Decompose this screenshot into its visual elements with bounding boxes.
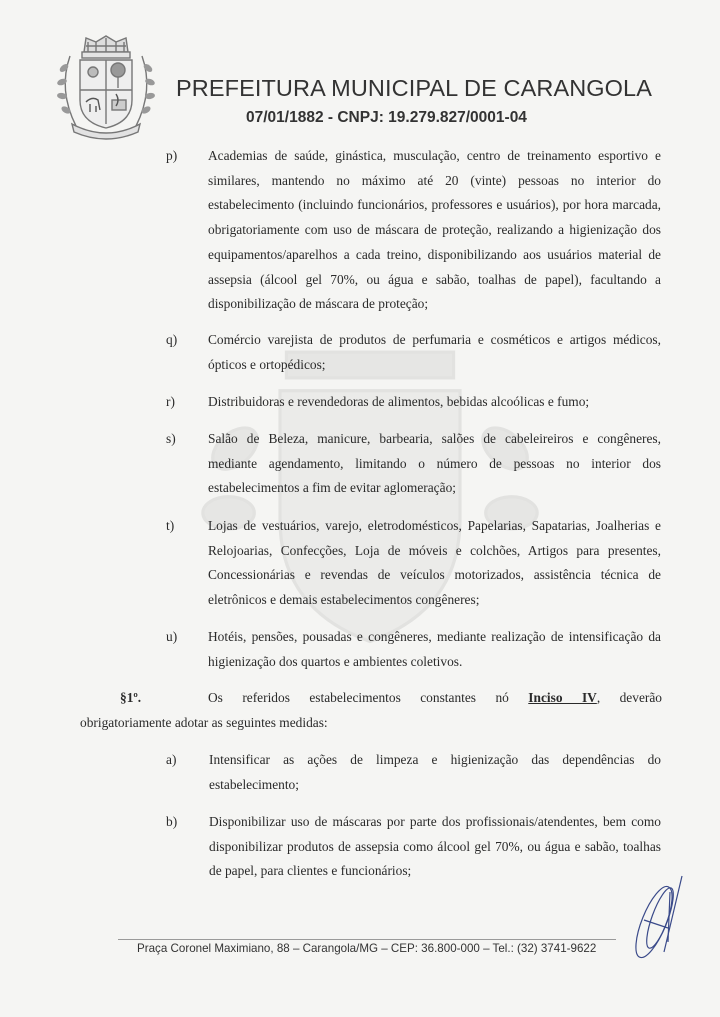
item-text: Hotéis, pensões, pousadas e congêneres, mediante realização de intensificação da higienização dos quartos e ambientes coletivos. (208, 629, 661, 669)
item-text: Disponibilizar uso de máscaras por parte dos profissionais/atendentes, bem como disponibilizar produtos de assepsia como álcool gel 70%, ou água e sabão, toalhas de papel, para clientes e funcionários; (209, 814, 661, 879)
footer-divider (118, 939, 616, 940)
municipal-coat-of-arms-icon (50, 30, 162, 142)
item-text: Salão de Beleza, manicure, barbearia, salões de cabeleireiros e congêneres, mediante agendamento, limitando o número de pessoas no interior dos estabelecimentos a fim de evitar aglomeração; (208, 431, 661, 496)
item-label: q) (166, 332, 178, 347)
item-label: t) (166, 518, 175, 533)
paragraph-text: , deverão (596, 690, 662, 705)
footer-address: Praça Coronel Maximiano, 88 – Carangola/MG – CEP: 36.800-000 – Tel.: (32) 3741-9622 (137, 942, 597, 955)
paragraph-text: Os referidos estabelecimentos constantes nó (208, 690, 529, 705)
item-label: u) (166, 629, 178, 644)
inciso-reference: Inciso IV (528, 690, 597, 705)
paragraph-line-1 (208, 686, 662, 711)
page-subtitle: 07/01/1882 - CNPJ: 19.279.827/0001-04 (246, 109, 527, 126)
item-text: Comércio varejista de produtos de perfumaria e cosméticos e artigos médicos, ópticos e ortopédicos; (208, 332, 661, 372)
item-text: Intensificar as ações de limpeza e higienização das dependências do estabelecimento; (209, 752, 661, 792)
paragraph-line-2: obrigatoriamente adotar as seguintes medidas: (80, 715, 328, 730)
item-label: b) (166, 814, 178, 829)
handwritten-signature-icon (626, 872, 696, 962)
section-number: §1º. (120, 690, 142, 705)
item-text: Lojas de vestuários, varejo, eletrodomésticos, Papelarias, Sapatarias, Joalherias e Relojoarias, Confecções, Loja de móveis e colchões, Artigos para presentes, Concessionárias e revendas de veículos motorizados, assistência técnica de eletrônicos e demais estabelecimentos congêneres; (208, 518, 661, 608)
item-text: Distribuidoras e revendedoras de alimentos, bebidas alcoólicas e fumo; (208, 394, 590, 409)
item-label: p) (166, 148, 178, 163)
item-label: r) (166, 394, 175, 409)
item-label: s) (166, 431, 176, 446)
item-text: Academias de saúde, ginástica, musculação, centro de treinamento esportivo e similares, mantendo no máximo até 20 (vinte) pessoas no interior do estabelecimento (incluindo funcionários, professores e usuários), por hora marcada, obrigatoriamente com uso de máscara de proteção, realizando a higienização dos equipamentos/aparelhos a cada treino, disponibilizando aos usuários material de assepsia (álcool gel 70%, ou água e sabão, toalhas de papel), facultando a disponibilização de máscara de proteção; (208, 148, 661, 312)
page-title: PREFEITURA MUNICIPAL DE CARANGOLA (176, 75, 652, 101)
item-label: a) (166, 752, 177, 767)
